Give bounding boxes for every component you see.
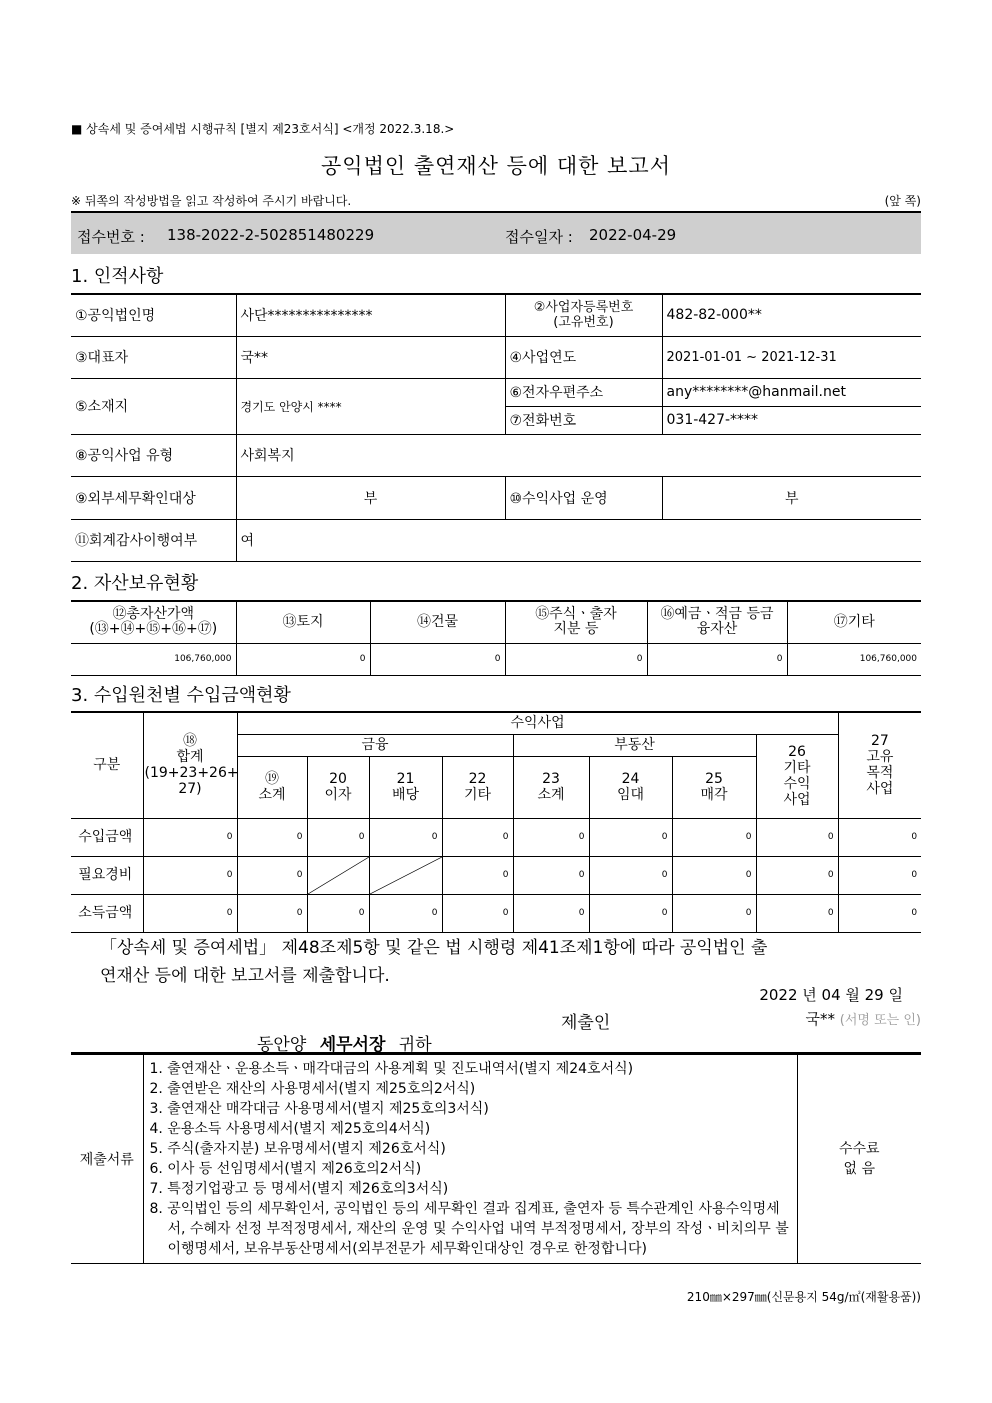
income-profit-biz: 수익사업 <box>237 712 838 734</box>
corp-name-label: ①공익법인명 <box>71 294 236 336</box>
corp-name: 사단*************** <box>236 294 505 336</box>
rep-label: ③대표자 <box>71 336 236 378</box>
income-other: 26 기타 수익 사업 <box>756 734 838 818</box>
cell: 0 <box>143 856 237 894</box>
tax-office-title: 세무서장 <box>319 1035 386 1055</box>
cell: 0 <box>589 856 672 894</box>
year: 2021-01-01 ~ 2021-12-31 <box>662 336 921 378</box>
row-label: 소득금액 <box>71 894 143 932</box>
income-gubun: 구분 <box>71 712 143 818</box>
audit-label: ⑪회계감사이행여부 <box>71 519 236 561</box>
cell: 0 <box>589 894 672 932</box>
list-item: 6. 이사 등 선임명세서(별지 제26호의2서식) <box>149 1161 422 1177</box>
cell: 0 <box>237 818 307 856</box>
profit-label: ⑩수익사업 운영 <box>505 476 662 519</box>
income-table <box>71 711 921 933</box>
identity-table <box>71 293 921 562</box>
income-sub-col: ⑲ 소계 <box>237 756 307 818</box>
income-sub-col: 25 매각 <box>672 756 756 818</box>
asset-col-total: ⑫총자산가액 (⑬+⑭+⑮+⑯+⑰) <box>71 601 236 643</box>
cell: 0 <box>756 818 838 856</box>
email: any********@hanmail.net <box>662 378 921 406</box>
guide-note: ※ 뒤쪽의 작성방법을 읽고 작성하여 주시기 바랍니다. <box>71 194 352 208</box>
submitter-signature <box>806 1008 921 1029</box>
asset-col-stock: ⑮주식ㆍ출자 지분 등 <box>505 601 647 643</box>
list-item: 1. 출연재산ㆍ운용소득ㆍ매각대금의 사용계획 및 진도내역서(별지 제24호서식) <box>149 1061 634 1077</box>
addr: 경기도 안양시 **** <box>236 378 505 434</box>
cell: 0 <box>307 894 369 932</box>
receipt-number-label: 접수번호 : <box>77 228 145 246</box>
cell: 0 <box>672 818 756 856</box>
table-row <box>71 818 921 856</box>
row-label: 필요경비 <box>71 856 143 894</box>
cell: 0 <box>513 818 589 856</box>
blank-diagonal-cell <box>307 856 369 894</box>
declaration-text <box>100 934 900 990</box>
asset-col-building: ⑭건물 <box>370 601 505 643</box>
tel-label: ⑦전화번호 <box>505 406 662 434</box>
receipt-number: 138-2022-2-502851480229 <box>167 226 375 244</box>
income-sub-col: 21 배당 <box>369 756 442 818</box>
list-item: 8. 공익법인 등의 세무확인서, 공익법인 등의 세무확인 결과 집계표, 출연자 등 특수관계인 사용수익명세서, 수혜자 선정 부적정명세서, 재산의 운영 및 수익사업 내역 부적정명세서, 장부의 작성ㆍ비치의무 불이행명세서, 보유부동산명세서(외부전문가 세무확인대상인 경우로 한정합니다) <box>149 1201 789 1257</box>
asset-value: 0 <box>236 643 370 675</box>
biz-no-label: ②사업자등록번호 (고유번호) <box>505 294 662 336</box>
cell: 0 <box>237 856 307 894</box>
cell: 0 <box>838 894 921 932</box>
asset-value: 106,760,000 <box>787 643 921 675</box>
submitter-name: 국** <box>805 1010 836 1028</box>
documents-table <box>71 1052 921 1264</box>
type-label: ⑧공익사업 유형 <box>71 434 236 476</box>
asset-value: 0 <box>505 643 647 675</box>
documents-label: 제출서류 <box>71 1054 143 1264</box>
sign-placeholder: (서명 또는 인) <box>839 1013 921 1028</box>
income-realty: 부동산 <box>513 734 756 756</box>
list-item: 5. 주식(출자지분) 보유명세서(별지 제26호서식) <box>149 1141 446 1157</box>
page-side: (앞 쪽) <box>884 194 921 208</box>
asset-col-deposit: ⑯예금ㆍ적금 등금 융자산 <box>647 601 787 643</box>
cell: 0 <box>838 856 921 894</box>
page-title: 공익법인 출연재산 등에 대한 보고서 <box>321 154 671 178</box>
declaration-line-1: 「상속세 및 증여세법」 제48조제5항 및 같은 법 시행령 제41조제1항에 따라 공익법인 출 <box>100 938 768 958</box>
email-label: ⑥전자우편주소 <box>505 378 662 406</box>
income-sub-col: 23 소계 <box>513 756 589 818</box>
cell: 0 <box>143 818 237 856</box>
cell: 0 <box>143 894 237 932</box>
form-reference: ■ 상속세 및 증여세법 시행규칙 [별지 제23호서식] <개정 2022.3.18.> <box>71 122 455 136</box>
section-1-heading: 1. 인적사항 <box>71 266 164 287</box>
ext: 부 <box>236 476 505 519</box>
cell: 0 <box>756 894 838 932</box>
income-total-header: ⑱ 합계 (19+23+26+ 27) <box>143 712 237 818</box>
blank-diagonal-cell <box>369 856 442 894</box>
biz-no: 482-82-000** <box>662 294 921 336</box>
asset-value: 0 <box>370 643 505 675</box>
cell: 0 <box>672 894 756 932</box>
cell: 0 <box>672 856 756 894</box>
asset-value: 106,760,000 <box>71 643 236 675</box>
audit: 여 <box>236 519 921 561</box>
honorific: 귀하 <box>398 1035 432 1055</box>
tel: 031-427-**** <box>662 406 921 434</box>
cell: 0 <box>369 894 442 932</box>
cell: 0 <box>237 894 307 932</box>
section-2-heading: 2. 자산보유현황 <box>71 573 199 594</box>
documents-list <box>143 1054 797 1264</box>
addr-label: ⑤소재지 <box>71 378 236 434</box>
year-label: ④사업연도 <box>505 336 662 378</box>
rep: 국** <box>236 336 505 378</box>
section-3-heading: 3. 수입원천별 수입금액현황 <box>71 685 291 706</box>
receipt-date-label: 접수일자 : <box>505 228 573 246</box>
row-label: 수입금액 <box>71 818 143 856</box>
asset-col-other: ⑰기타 <box>787 601 921 643</box>
cell: 0 <box>513 894 589 932</box>
fee-note: 수수료 없 음 <box>797 1054 921 1264</box>
table-row <box>71 894 921 932</box>
asset-col-land: ⑬토지 <box>236 601 370 643</box>
cell: 0 <box>442 818 513 856</box>
list-item: 4. 운용소득 사용명세서(별지 제25호의4서식) <box>149 1121 431 1137</box>
receipt-date: 2022-04-29 <box>589 226 677 244</box>
submit-date: 2022 년 04 월 29 일 <box>759 986 903 1004</box>
ext-label: ⑨외부세무확인대상 <box>71 476 236 519</box>
cell: 0 <box>369 818 442 856</box>
type: 사회복지 <box>236 434 921 476</box>
asset-value: 0 <box>647 643 787 675</box>
asset-table <box>71 600 921 676</box>
submitter-label: 제출인 <box>561 1013 611 1033</box>
income-finance: 금융 <box>237 734 513 756</box>
income-sub-col: 24 임대 <box>589 756 672 818</box>
list-item: 2. 출연받은 재산의 사용명세서(별지 제25호의2서식) <box>149 1081 476 1097</box>
income-sub-col: 22 기타 <box>442 756 513 818</box>
cell: 0 <box>442 856 513 894</box>
cell: 0 <box>838 818 921 856</box>
table-row <box>71 856 921 894</box>
cell: 0 <box>589 818 672 856</box>
profit: 부 <box>662 476 921 519</box>
cell: 0 <box>307 818 369 856</box>
list-item: 7. 특정기업광고 등 명세서(별지 제26호의3서식) <box>149 1181 449 1197</box>
income-own-purpose: 27 고유 목적 사업 <box>838 712 921 818</box>
list-item: 3. 출연재산 매각대금 사용명세서(별지 제25호의3서식) <box>149 1101 489 1117</box>
tax-office: 동안양 <box>257 1035 307 1055</box>
income-sub-col: 20 이자 <box>307 756 369 818</box>
paper-spec: 210㎜×297㎜(신문용지 54g/㎡(재활용품)) <box>686 1290 921 1304</box>
cell: 0 <box>513 856 589 894</box>
cell: 0 <box>756 856 838 894</box>
cell: 0 <box>442 894 513 932</box>
declaration-line-2: 연재산 등에 대한 보고서를 제출합니다. <box>100 966 390 986</box>
receipt-bar <box>71 211 921 254</box>
